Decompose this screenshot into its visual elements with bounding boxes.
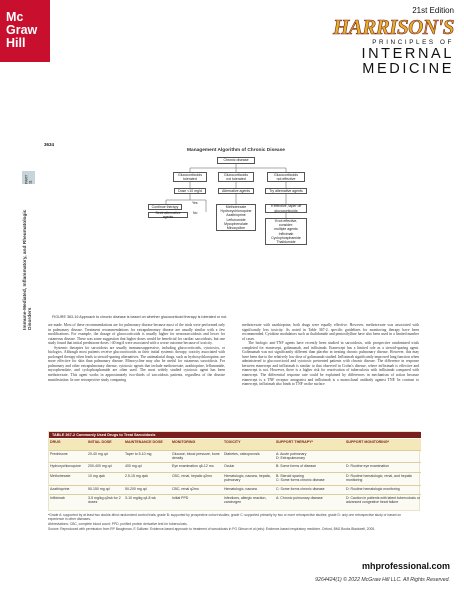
table-cell: B: Steroid sparing C: Some forms chronic disease	[276, 474, 325, 483]
paragraph: methotrexate with azathioprine, both drugs were equally effective. However, methotrexate was associated with significantly less toxicity. As noted in Table 367-2, specific guidelines for monitoring therapy have been recommended. Cytokine modulators such as thalidomide and pentoxifylline have also been used in a limited number of cases.	[242, 323, 419, 341]
copyright-notice: 9264424(1) © 2022 McGraw Hill LLC. All Rights Reserved.	[315, 577, 450, 583]
yes-label: Yes	[192, 201, 198, 205]
table-cell: 2.5-15 mg qwk	[125, 474, 148, 478]
table-source: Source: Reproduced with permission from RP Baughman, E Sullivan: Evidence-based approach to treatment of sarcoidosis in PG Gibson et al (eds): Evidence-based respiratory medicine. Oxford, BMJ Books Blackwell, 2005.	[48, 527, 376, 531]
table-row	[49, 494, 421, 512]
table-cell: Taper to 5-10 mg	[125, 452, 152, 456]
node-continue-therapy: Continue therapy	[148, 204, 182, 210]
table-row	[49, 450, 421, 462]
table-cell: Ocular	[224, 464, 235, 468]
table-header: INITIAL DOSE	[87, 439, 124, 450]
table-footnote: ᵃGrade A: supported by at least two double-blind randomized control trials; grade B: supported by prospective cohort studies; grade C: supported primarily by two or more retrospective studies; grade D: only one retrospective study or based on experience in other diseases.	[48, 513, 402, 521]
paragraph: The biologic anti-TNF agents have recently been studied in sarcoidosis, with prospective randomized trials completed for etanercept, golimumab, and infliximab. Etanercept has a limited role as a steroid-sparing agent. Golimumab was not significantly different than placebo in treating chronic pulmonary disease. However, this may have been due to the relatively low dose of golimumab studied. Infliximab significantly improved lung function when administered to glucocorticoid and cytotoxic pretreated patients with chronic disease. The difference in response between etanercept and infliximab is similar to that observed in Crohn's disease, where infliximab is effective and etanercept is not. However, there is a higher risk for reactivation of tuberculosis with infliximab compared with etanercept. The differential response rate could be explained by differences in mechanism of action because etanercept is a TNF receptor antagonist and infliximab is a monoclonal antibody against TNF. In contrast to etanercept, infliximab also binds to TNF on the surface	[242, 341, 419, 387]
table-cell: 20-40 mg qd	[88, 452, 108, 456]
node-line: If not effective,	[274, 219, 298, 224]
part-title: Immune-Mediated, Inflammatory, and Rheumatologic Disorders	[23, 209, 33, 330]
principles-of-label: PRINCIPLES OF	[372, 39, 454, 46]
node-line: Infliximab	[278, 231, 294, 236]
node-line: Methotrexate	[225, 205, 247, 210]
table-header: DRUG	[49, 439, 87, 450]
node-seek-alternative: Seek alternative agents	[148, 212, 188, 218]
table-cell: 400 mg qd	[125, 464, 142, 468]
table-cell: 10 mg qwk	[88, 474, 105, 478]
table-cell: CBC, renal q2mo	[172, 487, 199, 491]
table-cell: D: Routine hematologic monitoring	[346, 487, 400, 491]
table-cell: D: Caution in patients with latent tuberculosis or advanced congestive heart failure	[346, 496, 420, 505]
node-line: Azathioprine	[226, 213, 246, 218]
table-cell: B: Some forms of disease	[276, 464, 317, 468]
node-line: not effective	[276, 177, 296, 181]
node-line: If effective, taper off	[270, 204, 302, 209]
node-line: Glucocorticoids	[274, 172, 298, 177]
node-try-alternative: Try alternative agents	[265, 188, 307, 194]
table-cell: Glucose, blood pressure, bone density	[172, 452, 220, 461]
node-line: Minocycline	[226, 225, 246, 230]
node-line: Thalidomide	[276, 239, 296, 244]
table-cell: 3-5 mg/kg q2wk for 2 doses	[88, 496, 121, 505]
node-chronic-disease: Chronic disease	[217, 157, 255, 164]
paragraph: are made. Most of these recommendations are for pulmonary disease because most of the trials were performed only in pulmonary disease. Treatment recommendations for extrapulmonary disease are usually similar with a few modifications. For example, the dosage of glucocorticoids is usually higher for neurosarcoidosis and lower for cutaneous disease. These was some suggestion that higher doses would be beneficial for cardiac sarcoidosis, but one study found that initial prednisone doses >40 mg/d were associated with a worse outcome because of toxicity.	[48, 323, 225, 346]
table-cell: D: Routine eye examination	[346, 464, 389, 468]
table-cell: 200-400 mg qd	[88, 464, 112, 468]
harrisons-wordmark: HARRISON'S	[332, 15, 454, 39]
table-cell	[345, 451, 421, 453]
text-column-left	[48, 323, 225, 382]
table-cell: 50-150 mg qd	[88, 487, 110, 491]
node-line: Hydroxychloroquine	[220, 209, 252, 214]
node-line: Cyclophosphamide	[271, 235, 301, 240]
table-row	[49, 485, 421, 494]
node-line: Glucocorticoids	[178, 172, 202, 177]
text-column-right	[242, 323, 419, 387]
table-cell: Hydroxychloroquine	[50, 464, 81, 468]
edition-label: 21st Edition	[412, 6, 454, 15]
node-dose: Dose <10 mg/d	[174, 188, 206, 194]
table-cell: Initial PPD	[172, 496, 189, 500]
drug-table	[48, 431, 420, 511]
table-title: TABLE 367-2 Commonly Used Drugs to Treat Sarcoidosis	[49, 432, 421, 438]
book-title-block	[304, 6, 454, 77]
node-alternative-agents: Alternative agents	[218, 188, 254, 194]
mcgraw-hill-logo	[0, 0, 50, 62]
logo-line: Graw	[6, 23, 38, 37]
node-line: Mycophenolate	[224, 221, 248, 226]
table-header: MONITORING	[171, 439, 223, 450]
table-cell: A: Acute pulmonary D: Extrapulmonary	[276, 452, 307, 461]
table-header: SUPPORT MONITORINGᵃ	[345, 439, 421, 450]
part-tab: PART 11	[22, 171, 35, 184]
table-abbreviations: Abbreviations: CBC, complete blood count; PPD, purified protein derivative test for tuberculosis.	[48, 522, 188, 526]
website-link[interactable]: mhprofessional.com	[361, 561, 450, 571]
medicine-label: MEDICINE	[362, 61, 454, 77]
table-cell: A: Chronic pulmonary disease	[276, 496, 323, 500]
table-cell: Infliximab	[50, 496, 65, 500]
management-algorithm-figure	[146, 148, 326, 308]
table-cell: Azathioprine	[50, 487, 70, 491]
internal-label: INTERNAL	[361, 46, 454, 62]
algorithm-title: Management Algorithm of Chronic Disease	[187, 148, 285, 153]
logo-line: Mc	[6, 10, 24, 24]
node-line: glucocorticoids	[274, 208, 298, 213]
node-gc-tolerated	[173, 172, 207, 182]
node-line: Leflunomide	[226, 217, 246, 222]
table-cell: D: Routine hematologic, renal, and hepatic monitoring	[346, 474, 413, 483]
node-line: multiple agents	[274, 227, 298, 232]
table-cell: Eye examination q6-12 mo	[172, 464, 214, 468]
node-gc-not-effective	[267, 172, 305, 182]
table-cell: Diabetes, osteoporosis	[224, 452, 260, 456]
table-row	[49, 462, 421, 472]
node-line: Glucocorticoids	[224, 172, 248, 177]
node-taper	[265, 204, 307, 213]
table-header: TOXICITY	[223, 439, 275, 450]
table-header: MAINTENANCE DOSE	[124, 439, 171, 450]
table-cell: CBC, renal, hepatic q2mo	[172, 474, 213, 478]
node-line: tolerated	[183, 177, 197, 181]
table-cell: 3-10 mg/kg q4-8 wk	[125, 496, 156, 500]
page-number: 3634	[44, 142, 55, 147]
table-cell: C: Some forms chronic disease	[276, 487, 325, 491]
table-cell: 50-200 mg qd	[125, 487, 147, 491]
table-cell: Infections, allergic reaction, carcinogen	[224, 496, 267, 505]
figure-caption: FIGURE 363-19 Approach to chronic disease is based on whether glucocorticoid therapy is tolerated or not.	[52, 315, 228, 319]
table-cell: Prednisone	[50, 452, 68, 456]
node-line: consider:	[278, 223, 294, 228]
node-not-effective-options	[265, 218, 307, 245]
table-cell: Methotrexate	[50, 474, 71, 478]
node-line: not tolerated	[226, 177, 246, 181]
logo-line: Hill	[6, 36, 26, 50]
node-gc-not-tolerated	[218, 172, 254, 182]
table-header: SUPPORT THERAPYᵃ	[275, 439, 345, 450]
no-label: No	[193, 211, 198, 215]
node-drug-list	[216, 204, 256, 231]
paragraph: Systemic therapies for sarcoidosis are usually immunosuppressive, including glucocorticoids, cytotoxics, or biologics. Although most patients receive glucocorticoids as their initial systemic therapy, toxicity associated with prolonged therapy often leads to steroid-sparing alternatives. The antimalarial drugs, such as hydroxychloroquine, are more effective for skin than pulmonary disease. Minocycline may also be useful for cutaneous sarcoidosis. For pulmonary and other extrapulmonary disease, cytotoxic agents that include methotrexate, azathioprine, leflunomide, mycophenolate, and cyclophosphamide are often used. The most widely studied cytotoxic agent has been methotrexate. This agent works in approximately two-thirds of sarcoidosis patients, regardless of the disease manifestation. In one retrospective study comparing	[48, 345, 225, 382]
table-cell: Hematologic, nausea	[224, 487, 257, 491]
table-cell: Hematologic, nausea, hepatic, pulmonary	[224, 474, 272, 483]
table-row	[49, 472, 421, 485]
